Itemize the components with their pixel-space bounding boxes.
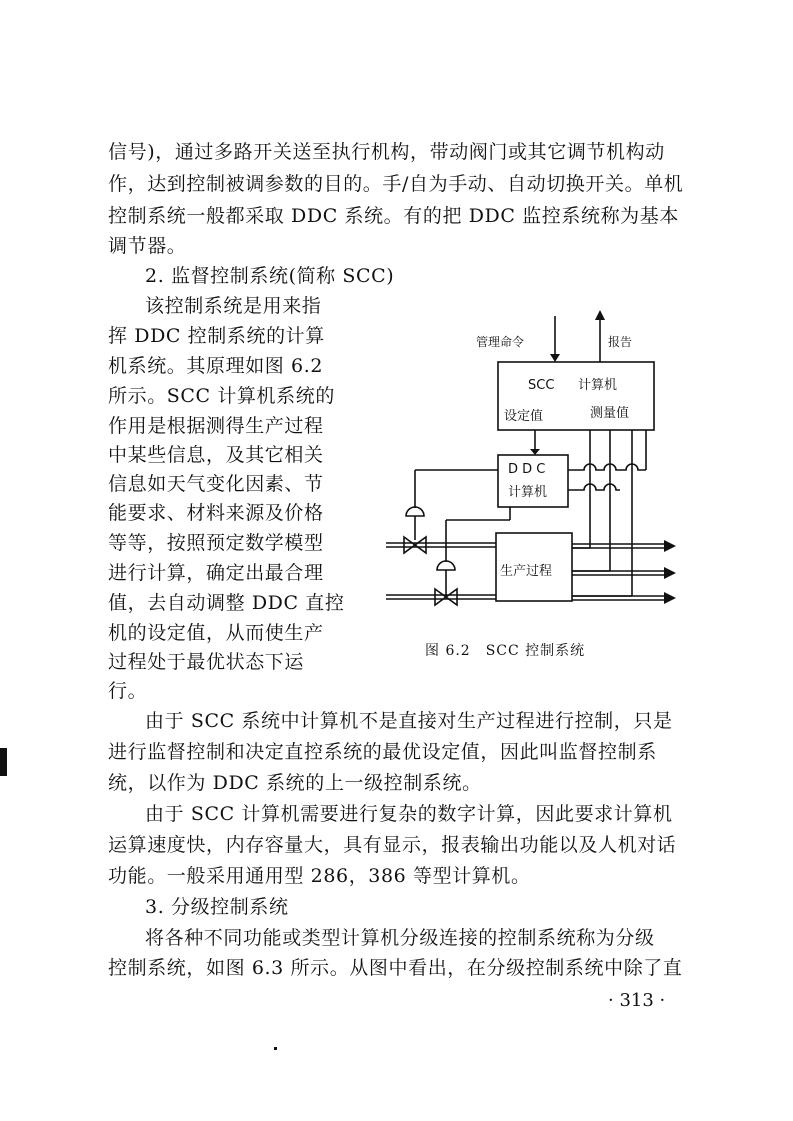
section-heading-3: 3. 分级控制系统 xyxy=(145,896,289,918)
text-line: 机系统。其原理如图 6.2 xyxy=(108,355,324,377)
figure-caption: 图 6.2 SCC 控制系统 xyxy=(425,643,586,659)
text-line: 中某些信息，及其它相关 xyxy=(108,444,324,466)
label-management-command: 管理命令 xyxy=(476,335,525,349)
label-ddc-computer: 计算机 xyxy=(508,485,548,500)
text-line: 统，以作为 DDC 系统的上一级控制系统。 xyxy=(108,772,482,794)
text-line: 该控制系统是用来指 xyxy=(145,295,322,317)
label-scc: SCC xyxy=(528,378,555,393)
text-line: 调节器。 xyxy=(108,235,187,257)
text-line: 进行监督控制和决定直控系统的最优设定值，因此叫监督控制系 xyxy=(108,741,657,763)
text-line: 进行计算，确定出最合理 xyxy=(108,562,324,584)
text-line: 能要求、材料来源及价格 xyxy=(108,502,324,524)
text-line: 作，达到控制被调参数的目的。手/自为手动、自动切换开关。单机 xyxy=(108,173,684,195)
scan-edge-mark xyxy=(0,748,7,776)
text-line: 所示。SCC 计算机系统的 xyxy=(108,385,335,407)
text-line: 挥 DDC 控制系统的计算 xyxy=(108,325,325,347)
text-line: 由于 SCC 系统中计算机不是直接对生产过程进行控制，只是 xyxy=(145,710,673,732)
label-measured-value: 测量值 xyxy=(590,406,630,421)
figure-scc-diagram xyxy=(380,308,680,608)
text-line: 信号)，通过多路开关送至执行机构，带动阀门或其它调节机构动 xyxy=(108,141,665,163)
text-line: 将各种不同功能或类型计算机分级连接的控制系统称为分级 xyxy=(145,927,655,949)
scan-speck xyxy=(274,1047,277,1050)
text-line: 行。 xyxy=(108,680,148,702)
section-heading-2: 2. 监督控制系统(简称 SCC) xyxy=(145,265,395,287)
text-line: 信息如天气变化因素、节 xyxy=(108,473,324,495)
label-ddc: D D C xyxy=(508,462,546,477)
text-line: 功能。一般采用通用型 286，386 等型计算机。 xyxy=(108,865,531,887)
text-line: 过程处于最优状态下运 xyxy=(108,651,305,673)
text-line: 控制系统一般都采取 DDC 系统。有的把 DDC 监控系统称为基本 xyxy=(108,205,679,227)
label-production-process: 生产过程 xyxy=(500,564,553,579)
text-line: 运算速度快，内存容量大，具有显示，报表输出功能以及人机对话 xyxy=(108,834,677,856)
text-line: 机的设定值，从而使生产 xyxy=(108,622,324,644)
text-line: 由于 SCC 计算机需要进行复杂的数字计算，因此要求计算机 xyxy=(145,803,673,825)
text-line: 作用是根据测得生产过程 xyxy=(108,415,324,437)
text-line: 等等，按照预定数学模型 xyxy=(108,532,324,554)
page-number: · 313 · xyxy=(608,990,666,1011)
text-line: 值，去自动调整 DDC 直控 xyxy=(108,592,345,614)
label-report: 报告 xyxy=(608,335,633,349)
label-setpoint: 设定值 xyxy=(504,409,544,424)
label-scc-computer: 计算机 xyxy=(578,378,618,393)
text-line: 控制系统，如图 6.3 所示。从图中看出，在分级控制系统中除了直 xyxy=(108,957,683,979)
